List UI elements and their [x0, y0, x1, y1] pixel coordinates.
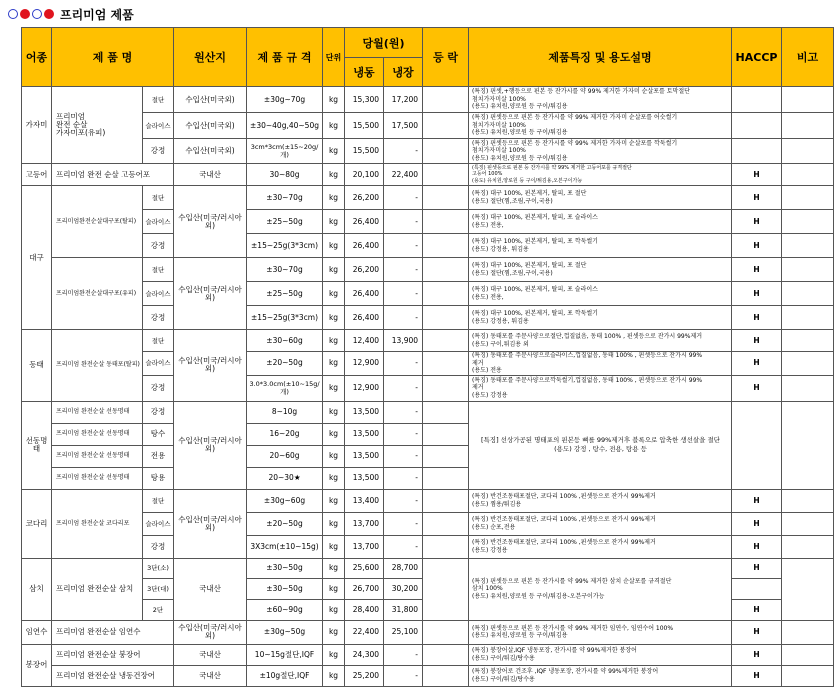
grade-cell	[423, 234, 469, 258]
page-title: 프리미엄 제품	[60, 7, 134, 22]
cut-cell: 절단	[143, 489, 174, 512]
grade-cell	[423, 558, 469, 620]
haccp-cell: H	[732, 164, 782, 186]
cut-cell: 3단(대)	[143, 578, 174, 599]
table-row	[22, 375, 834, 401]
spec-cell: 20~60g	[247, 445, 323, 467]
product-name-cell: 프리미엄 완전순살 삼치	[52, 558, 143, 620]
origin-cell: 국내산	[174, 665, 247, 686]
spec-cell: ±30~50g	[247, 558, 323, 578]
grade-cell	[423, 665, 469, 686]
haccp-cell: H	[732, 330, 782, 352]
chilled-price-cell: -	[384, 186, 423, 210]
frozen-price-cell: 15,500	[345, 113, 384, 139]
cut-cell: 강정	[143, 401, 174, 423]
spec-cell: 30~80g	[247, 164, 323, 186]
category-cell: 선동명태	[22, 401, 52, 489]
product-name-cell: 프리미엄완전순살대구포(탈피)	[52, 186, 143, 258]
chilled-price-cell: 17,200	[384, 87, 423, 113]
product-name-cell: 프리미엄 완전순살 붕장어	[52, 644, 174, 665]
product-name-cell: 프리미엄 완전순살 선동명태	[52, 467, 143, 489]
haccp-cell: H	[732, 558, 782, 578]
haccp-cell: H	[732, 665, 782, 686]
table-row	[22, 113, 834, 139]
grade-cell	[423, 139, 469, 164]
grade-cell	[423, 401, 469, 423]
product-name-cell: 프리미엄 완전순살 선동명태	[52, 401, 143, 423]
category-cell: 코다리	[22, 489, 52, 558]
unit-cell: kg	[323, 164, 345, 186]
note-cell	[782, 258, 834, 282]
unit-cell: kg	[323, 234, 345, 258]
grade-cell	[423, 258, 469, 282]
origin-cell: 수입산(미국외)	[174, 139, 247, 164]
blue-circle-icon	[8, 9, 18, 19]
category-cell: 동태	[22, 330, 52, 402]
note-cell	[782, 620, 834, 644]
haccp-cell: H	[732, 375, 782, 401]
cut-cell: 탕수	[143, 423, 174, 445]
product-name-cell: 프리미엄 완전순살 냉동건장어	[52, 665, 174, 686]
spec-cell: 8~10g	[247, 401, 323, 423]
spec-cell: ±30~70g	[247, 186, 323, 210]
grade-cell	[423, 306, 469, 330]
description-cell: (특징) 대구 100%, 핀본제거, 탈피, 포 깍둑썰기 (용도) 강정용, 튀김용	[469, 234, 732, 258]
spec-cell: ±20~50g	[247, 512, 323, 535]
description-cell: (특징) 대구 100%, 핀본제거, 탈피, 포 깍둑썰기 (용도) 강정용, 튀김용	[469, 306, 732, 330]
chilled-price-cell: -	[384, 258, 423, 282]
table-row	[22, 644, 834, 665]
table-row	[22, 620, 834, 644]
cut-cell: 절단	[143, 87, 174, 113]
header-note: 비고	[782, 28, 834, 87]
spec-cell: ±10g절단,IQF	[247, 665, 323, 686]
header-spec: 제 품 규 격	[247, 28, 323, 87]
origin-cell: 국내산	[174, 644, 247, 665]
description-cell: (특징) 핀셋등으로 핀본 등 잔가시를 약 99% 제거한 삼치 순살포를 규격절단 삼치 100% (용도) 유치원,양로원 등 구이/튀김용-오븐구이가능	[469, 558, 732, 620]
cut-cell: 강정	[143, 234, 174, 258]
origin-cell: 수입산(미국/러시아외)	[174, 489, 247, 558]
table-row	[22, 234, 834, 258]
frozen-price-cell: 12,900	[345, 352, 384, 376]
note-cell	[782, 375, 834, 401]
grade-cell	[423, 512, 469, 535]
grade-cell	[423, 423, 469, 445]
cut-cell: 전용	[143, 445, 174, 467]
note-cell	[782, 306, 834, 330]
header-chilled: 냉장	[384, 58, 423, 87]
spec-cell: 20~30★	[247, 467, 323, 489]
chilled-price-cell: 17,500	[384, 113, 423, 139]
haccp-cell: H	[732, 258, 782, 282]
spec-cell: 16~20g	[247, 423, 323, 445]
note-cell	[782, 512, 834, 535]
origin-cell: 수입산(미국외)	[174, 113, 247, 139]
note-cell	[782, 210, 834, 234]
spec-cell: ±30~40g,40~50g	[247, 113, 323, 139]
chilled-price-cell: -	[384, 401, 423, 423]
haccp-cell: H	[732, 210, 782, 234]
table-row	[22, 489, 834, 512]
description-cell: (특징) 대구 100%, 핀본제거, 탈피, 포 절단 (용도) 절단(찜,조림,구이,국용)	[469, 186, 732, 210]
frozen-price-cell: 13,400	[345, 489, 384, 512]
cut-cell: 절단	[143, 186, 174, 210]
table-row	[22, 665, 834, 686]
description-cell: (특징) 동태포를 주문사양으로깍둑썰기,껍질없음, 동태 100% , 핀셋등으로 잔가시 99% 제거 (용도) 강정용	[469, 375, 732, 401]
frozen-price-cell: 20,100	[345, 164, 384, 186]
frozen-price-cell: 13,500	[345, 445, 384, 467]
origin-cell: 수입산(미국/러시아외)	[174, 186, 247, 258]
product-name-cell: 프리미엄 완전순살 선동명태	[52, 423, 143, 445]
table-row	[22, 164, 834, 186]
chilled-price-cell: -	[384, 234, 423, 258]
product-name-cell: 프리미엄 완전 순살 고등어포	[52, 164, 174, 186]
table-row	[22, 535, 834, 558]
spec-cell: 3cm*3cm(±15~20g/개)	[247, 139, 323, 164]
description-cell: (특징) 반건조동태포절단, 코다리 100% ,핀셋등으로 잔가시 99%제거 (용도) 강정용	[469, 535, 732, 558]
haccp-cell: H	[732, 186, 782, 210]
note-cell	[782, 113, 834, 139]
origin-cell: 수입산(미국/러시아외)	[174, 620, 247, 644]
grade-cell	[423, 467, 469, 489]
description-cell: (특징) 동태포를 주문사양으로슬라이스,껍질없음, 동태 100% , 핀셋등으로 잔가시 99% 제거 (용도) 전용	[469, 352, 732, 376]
frozen-price-cell: 26,200	[345, 258, 384, 282]
cut-cell: 2단	[143, 599, 174, 620]
frozen-price-cell: 26,700	[345, 578, 384, 599]
category-cell: 삼치	[22, 558, 52, 620]
frozen-price-cell: 13,700	[345, 535, 384, 558]
grade-cell	[423, 352, 469, 376]
chilled-price-cell: -	[384, 644, 423, 665]
unit-cell: kg	[323, 87, 345, 113]
unit-cell: kg	[323, 423, 345, 445]
haccp-cell	[732, 401, 782, 489]
description-cell: (특징) 반건조동태포절단, 코다리 100% ,핀셋등으로 잔가시 99%제거 (용도) 찜용/튀김용	[469, 489, 732, 512]
unit-cell: kg	[323, 467, 345, 489]
description-cell: (특징) 붕장어로 건조후 ,IQF 냉동포장, 잔가시를 약 99%제거한 붕장어 (용도) 구이/튀김/탕수용	[469, 665, 732, 686]
description-cell: (특징) 반건조동태포절단, 코다리 100% ,핀셋등으로 잔가시 99%제거 (용도) 순포,전용	[469, 512, 732, 535]
unit-cell: kg	[323, 113, 345, 139]
table-row	[22, 258, 834, 282]
cut-cell: 절단	[143, 330, 174, 352]
product-name-cell: 프리미엄 완전순살 임연수	[52, 620, 174, 644]
spec-cell: ±30~70g	[247, 258, 323, 282]
unit-cell: kg	[323, 558, 345, 578]
unit-cell: kg	[323, 599, 345, 620]
origin-cell: 수입산(미국/러시아외)	[174, 330, 247, 402]
origin-cell: 수입산(미국/러시아외)	[174, 258, 247, 330]
chilled-price-cell: 28,700	[384, 558, 423, 578]
unit-cell: kg	[323, 620, 345, 644]
table-row	[22, 87, 834, 113]
haccp-cell	[732, 139, 782, 164]
spec-cell: 10~15g절단,IQF	[247, 644, 323, 665]
category-cell: 대구	[22, 186, 52, 330]
unit-cell: kg	[323, 665, 345, 686]
blue-circle-icon	[32, 9, 42, 19]
spec-cell: ±30g~70g	[247, 87, 323, 113]
table-row	[22, 512, 834, 535]
spec-cell: ±30~60g	[247, 330, 323, 352]
spec-cell: ±20~50g	[247, 352, 323, 376]
frozen-price-cell: 13,500	[345, 423, 384, 445]
unit-cell: kg	[323, 258, 345, 282]
header-category: 어종	[22, 28, 52, 87]
origin-cell: 국내산	[174, 164, 247, 186]
product-name-cell: 프리미엄 완전 순살 가자미포(유피)	[52, 87, 143, 164]
table-row	[22, 282, 834, 306]
description-cell: (특징) 핀셋등으로 핀본 등 잔가시를 약 99% 제거한 고등어포를 규격절단 고등어 100% (용도) 유치원,양로원 등 구이/튀김용,오븐구이가능	[469, 164, 732, 186]
header-price: 당월(원)	[345, 28, 423, 58]
spec-cell: ±15~25g(3*3cm)	[247, 234, 323, 258]
frozen-price-cell: 26,400	[345, 234, 384, 258]
grade-cell	[423, 164, 469, 186]
note-cell	[782, 401, 834, 489]
cut-cell: 절단	[143, 258, 174, 282]
description-cell: (특징) 핀셋,+행등으로 핀본 등 잔가시를 약 99% 제거한 가자미 순살포를 토막절단 첨치가자미살 100% (용도) 유치원,양로원 등 구이/튀김용	[469, 87, 732, 113]
description-cell: (특징) 대구 100%, 핀본제거, 탈피, 포 절단 (용도) 절단(찜,조림,구이,국용)	[469, 258, 732, 282]
product-name-cell: 프리미엄 완전순살 동태포(탈피)	[52, 330, 143, 402]
note-cell	[782, 330, 834, 352]
table-row	[22, 401, 834, 423]
chilled-price-cell: -	[384, 423, 423, 445]
header-origin: 원산지	[174, 28, 247, 87]
header-unit: 단위	[323, 28, 345, 87]
note-cell	[782, 558, 834, 620]
chilled-price-cell: 25,100	[384, 620, 423, 644]
cut-cell: 3단(소)	[143, 558, 174, 578]
unit-cell: kg	[323, 375, 345, 401]
frozen-price-cell: 13,500	[345, 467, 384, 489]
haccp-cell: H	[732, 535, 782, 558]
frozen-price-cell: 13,700	[345, 512, 384, 535]
frozen-price-cell: 28,400	[345, 599, 384, 620]
haccp-cell: H	[732, 352, 782, 376]
chilled-price-cell: -	[384, 139, 423, 164]
frozen-price-cell: 15,300	[345, 87, 384, 113]
cut-cell: 슬라이스	[143, 113, 174, 139]
grade-cell	[423, 282, 469, 306]
grade-cell	[423, 113, 469, 139]
note-cell	[782, 282, 834, 306]
table-row	[22, 210, 834, 234]
haccp-cell	[732, 113, 782, 139]
unit-cell: kg	[323, 352, 345, 376]
grade-cell	[423, 186, 469, 210]
description-cell: (특징) 핀셋등으로 핀본 등 잔가시를 약 99% 제거한 가자미 순살포를 어슷썰기 첨치가자미살 100% (용도) 유치원,양로원 등 구이/튀김용	[469, 113, 732, 139]
unit-cell: kg	[323, 578, 345, 599]
description-cell: (특징) 핀셋등으로 핀본 등 잔가시를 약 99% 제거한 임연수, 임연수어 100% (용도) 유치원,양로원 등 구이/튀김용	[469, 620, 732, 644]
table-row	[22, 139, 834, 164]
frozen-price-cell: 25,600	[345, 558, 384, 578]
haccp-cell: H	[732, 234, 782, 258]
chilled-price-cell: -	[384, 282, 423, 306]
unit-cell: kg	[323, 186, 345, 210]
spec-cell: ±25~50g	[247, 282, 323, 306]
frozen-price-cell: 26,400	[345, 306, 384, 330]
frozen-price-cell: 22,400	[345, 620, 384, 644]
note-cell	[782, 164, 834, 186]
grade-cell	[423, 375, 469, 401]
chilled-price-cell: -	[384, 375, 423, 401]
header-haccp: HACCP	[732, 28, 782, 87]
header-frozen: 냉동	[345, 58, 384, 87]
note-cell	[782, 489, 834, 512]
frozen-price-cell: 13,500	[345, 401, 384, 423]
description-cell: (특징) 대구 100%, 핀본제거, 탈피, 포 슬라이스 (용도) 전용,	[469, 210, 732, 234]
note-cell	[782, 352, 834, 376]
note-cell	[782, 139, 834, 164]
frozen-price-cell: 15,500	[345, 139, 384, 164]
haccp-cell: H	[732, 599, 782, 620]
frozen-price-cell: 12,400	[345, 330, 384, 352]
product-table	[21, 27, 834, 687]
red-dot-icon	[20, 9, 30, 19]
product-name-cell: 프리미엄 완전순살 코다리포	[52, 489, 143, 558]
origin-cell: 수입산(미국외)	[174, 87, 247, 113]
red-dot-icon	[44, 9, 54, 19]
haccp-cell: H	[732, 512, 782, 535]
grade-cell	[423, 620, 469, 644]
chilled-price-cell: -	[384, 352, 423, 376]
grade-cell	[423, 644, 469, 665]
cut-cell: 탕용	[143, 467, 174, 489]
frozen-price-cell: 25,200	[345, 665, 384, 686]
cut-cell: 강정	[143, 139, 174, 164]
unit-cell: kg	[323, 282, 345, 306]
spec-cell: 3X3cm(±10~15g)	[247, 535, 323, 558]
grade-cell	[423, 330, 469, 352]
note-cell	[782, 535, 834, 558]
chilled-price-cell: 31,800	[384, 599, 423, 620]
page-title-bar	[8, 6, 134, 22]
category-cell: 고등어	[22, 164, 52, 186]
description-cell: (특징) 붕장어살,IQF 냉동포장, 잔가시를 약 99%제거한 붕장어 (용도) 구이/튀김/탕수용	[469, 644, 732, 665]
unit-cell: kg	[323, 139, 345, 164]
header-row	[22, 28, 834, 58]
cut-cell: 슬라이스	[143, 352, 174, 376]
unit-cell: kg	[323, 330, 345, 352]
grade-cell	[423, 210, 469, 234]
category-cell: 가자미	[22, 87, 52, 164]
table-row	[22, 186, 834, 210]
description-cell: (특징) 동태포를 주문사양으로절단,껍질없음, 동태 100% , 핀셋등으로 잔가시 99%제거 (용도) 구이,튀김용 외	[469, 330, 732, 352]
chilled-price-cell: -	[384, 445, 423, 467]
category-cell: 임연수	[22, 620, 52, 644]
origin-cell: 수입산(미국/러시아외)	[174, 401, 247, 489]
chilled-price-cell: -	[384, 489, 423, 512]
spec-cell: ±60~90g	[247, 599, 323, 620]
header-product-name: 제 품 명	[52, 28, 174, 87]
table-row	[22, 330, 834, 352]
chilled-price-cell: -	[384, 210, 423, 234]
grade-cell	[423, 489, 469, 512]
chilled-price-cell: -	[384, 535, 423, 558]
description-cell: (특징) 대구 100%, 핀본제거, 탈피, 포 슬라이스 (용도) 전용,	[469, 282, 732, 306]
product-name-cell: 프리미엄 완전순살 선동명태	[52, 445, 143, 467]
chilled-price-cell: -	[384, 665, 423, 686]
chilled-price-cell: -	[384, 512, 423, 535]
chilled-price-cell: 30,200	[384, 578, 423, 599]
frozen-price-cell: 24,300	[345, 644, 384, 665]
cut-cell: 강정	[143, 535, 174, 558]
description-cell: [특징] 선상가공된 명태포의 핀본등 뼈를 99%제거후 블록으로 압축한 생선살을 절단 (용도) 강정 , 탕수, 전용, 탕용 등	[469, 401, 732, 489]
category-cell: 봉장어	[22, 644, 52, 686]
unit-cell: kg	[323, 644, 345, 665]
haccp-cell: H	[732, 282, 782, 306]
chilled-price-cell: 22,400	[384, 164, 423, 186]
grade-cell	[423, 535, 469, 558]
note-cell	[782, 644, 834, 665]
haccp-cell	[732, 87, 782, 113]
unit-cell: kg	[323, 535, 345, 558]
cut-cell: 슬라이스	[143, 210, 174, 234]
unit-cell: kg	[323, 401, 345, 423]
haccp-cell: H	[732, 306, 782, 330]
grade-cell	[423, 445, 469, 467]
spec-cell: ±30g~60g	[247, 489, 323, 512]
unit-cell: kg	[323, 512, 345, 535]
frozen-price-cell: 26,400	[345, 210, 384, 234]
cut-cell: 강정	[143, 375, 174, 401]
cut-cell: 슬라이스	[143, 512, 174, 535]
table-row	[22, 352, 834, 376]
note-cell	[782, 234, 834, 258]
haccp-cell	[732, 578, 782, 599]
haccp-cell: H	[732, 489, 782, 512]
frozen-price-cell: 26,200	[345, 186, 384, 210]
frozen-price-cell: 26,400	[345, 282, 384, 306]
unit-cell: kg	[323, 489, 345, 512]
product-name-cell: 프리미엄완전순살대구포(유피)	[52, 258, 143, 330]
spec-cell: 3.0*3.0cm(±10~15g/개)	[247, 375, 323, 401]
haccp-cell: H	[732, 620, 782, 644]
spec-cell: ±30~50g	[247, 578, 323, 599]
haccp-cell: H	[732, 644, 782, 665]
table-row	[22, 306, 834, 330]
spec-cell: ±25~50g	[247, 210, 323, 234]
unit-cell: kg	[323, 445, 345, 467]
cut-cell: 강정	[143, 306, 174, 330]
header-grade: 등 락	[423, 28, 469, 87]
cut-cell: 슬라이스	[143, 282, 174, 306]
chilled-price-cell: -	[384, 306, 423, 330]
spec-cell: ±30g~50g	[247, 620, 323, 644]
table-row	[22, 558, 834, 578]
grade-cell	[423, 87, 469, 113]
chilled-price-cell: -	[384, 467, 423, 489]
note-cell	[782, 87, 834, 113]
frozen-price-cell: 12,900	[345, 375, 384, 401]
unit-cell: kg	[323, 306, 345, 330]
spec-cell: ±15~25g(3*3cm)	[247, 306, 323, 330]
unit-cell: kg	[323, 210, 345, 234]
header-description: 제품특징 및 용도설명	[469, 28, 732, 87]
origin-cell: 국내산	[174, 558, 247, 620]
chilled-price-cell: 13,900	[384, 330, 423, 352]
note-cell	[782, 665, 834, 686]
note-cell	[782, 186, 834, 210]
description-cell: (특징) 핀셋등으로 핀본 등 잔가시를 약 99% 제거한 가자미 순살포를 깍둑썰기 첨치가자미살 100% (용도) 유치원,양로원 등 구이/튀김용	[469, 139, 732, 164]
